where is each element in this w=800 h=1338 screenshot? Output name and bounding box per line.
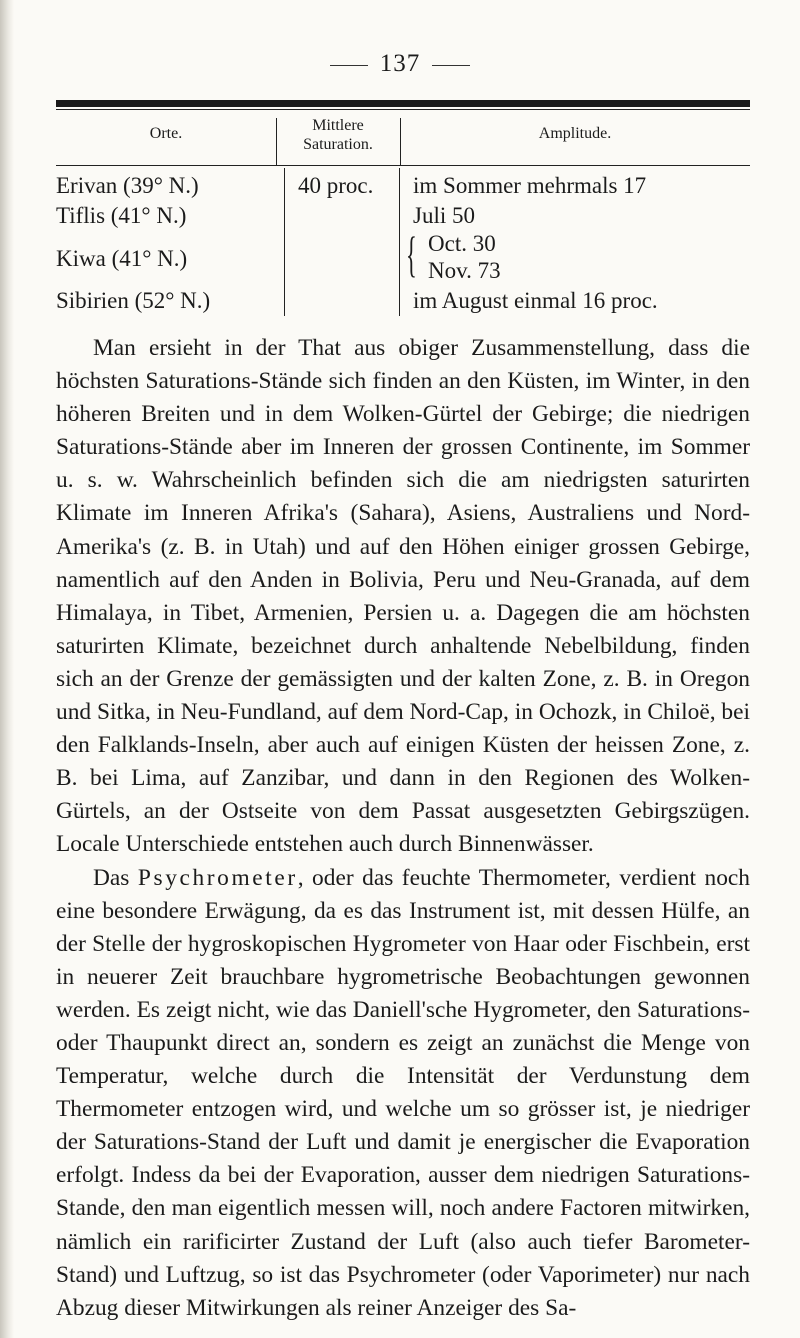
paragraph-lead: Das [93, 864, 130, 891]
row-amplitude: im August einmal 16 proc. [413, 288, 658, 313]
brace-symbol: { [406, 226, 417, 282]
page-number-text: 137 [379, 50, 421, 77]
page-edge-shadow [0, 0, 14, 1338]
table-header-rule [56, 165, 750, 166]
page-number [0, 50, 800, 78]
table-top-rule-thin [56, 109, 750, 110]
row-amplitude: Oct. 30 [428, 231, 496, 256]
row-place: Sibirien (52° N.) [56, 288, 211, 313]
row-amplitude: im Sommer mehrmals 17 [413, 173, 647, 198]
left-dash [330, 65, 368, 66]
paragraph-rest: , oder das feuchte Thermometer, verdient noch eine besondere Erwägung, da es das Instrument ist, mit dessen Hülfe, an der Stelle der hygroskopischen Hygrometer von Haar oder Fischbein, erst in neuerer Zeit brauchbare hygrometrische Beobachtungen gewonnen werden. Es zeigt nicht, wie das Daniell'sche Hygrometer, den Saturations- oder Thaupunkt direct an, sondern es zeigt an zunächst die Menge von Temperatur, welche durch die Intensität der Verdunstung dem Thermometer entzogen wird, und welche um so grösser ist, je niedriger der Saturations-Stand der Luft und damit je energischer die Evaporation erfolgt. Indess da bei der Evaporation, ausser dem niedrigen Saturations-Stande, den man eigentlich messen will, noch andere Factoren mitwirken, nämlich ein rarificirter Zustand der Luft (also auch tiefer Barometer-Stand) und Luftzug, so ist das Psychrometer (oder Vaporimeter) nur nach Abzug dieser Mitwirkungen als reiner Anzeiger des Sa- [56, 864, 750, 1321]
row-amplitude: Juli 50 [413, 203, 475, 228]
row-amplitude: Nov. 73 [428, 258, 501, 283]
column-divider [284, 168, 285, 316]
row-place: Erivan (39° N.) [56, 173, 199, 198]
table-top-rule-thick [56, 100, 750, 107]
emphasized-term: Psychrometer [137, 864, 298, 891]
body-text [56, 332, 750, 1325]
header-amplitude: Amplitude. [538, 125, 612, 142]
row-saturation: 40 proc. [298, 173, 374, 198]
row-place: Tiflis (41° N.) [56, 203, 187, 228]
paragraph: Man ersieht in der That aus obiger Zusammenstellung, dass die höchsten Saturations-Stände sich finden an den Küsten, im Winter, in den höheren Breiten und in dem Wolken-Gürtel der Gebirge; die niedrigen Saturations-Stände aber im Inneren der grossen Continente, im Sommer u. s. w. Wahrscheinlich befinden sich die am niedrigsten saturirten Klimate im Inneren Afrika's (Sahara), Asiens, Australiens und Nord-Amerika's (z. B. in Utah) und auf den Höhen einiger grossen Gebirge, namentlich auf den Anden in Bolivia, Peru und Neu-Granada, auf dem Himalaya, in Tibet, Armenien, Persien u. a. Dagegen die am höchsten saturirten Klimate, bezeichnet durch anhaltende Nebelbildung, finden sich an der Grenze der gemässigten und der kalten Zone, z. B. in Oregon und Sitka, in Neu-Fundland, auf dem Nord-Cap, in Ochozk, in Chiloë, bei den Falklands-Inseln, aber auch auf einigen Küsten der heissen Zone, z. B. bei Lima, auf Zanzibar, und dann in den Regionen des Wolken-Gürtels, an der Ostseite von dem Passat ausgesetzten Gebirgszügen. Locale Unterschiede entstehen auch durch Binnenwässer. [56, 335, 750, 858]
right-dash [432, 65, 470, 66]
header-saturation: Mittlere Saturation. [303, 117, 373, 153]
header-place: Orte. [149, 125, 183, 142]
paragraph [56, 862, 750, 1325]
row-place: Kiwa (41° N.) [56, 246, 188, 271]
column-divider [399, 168, 400, 316]
